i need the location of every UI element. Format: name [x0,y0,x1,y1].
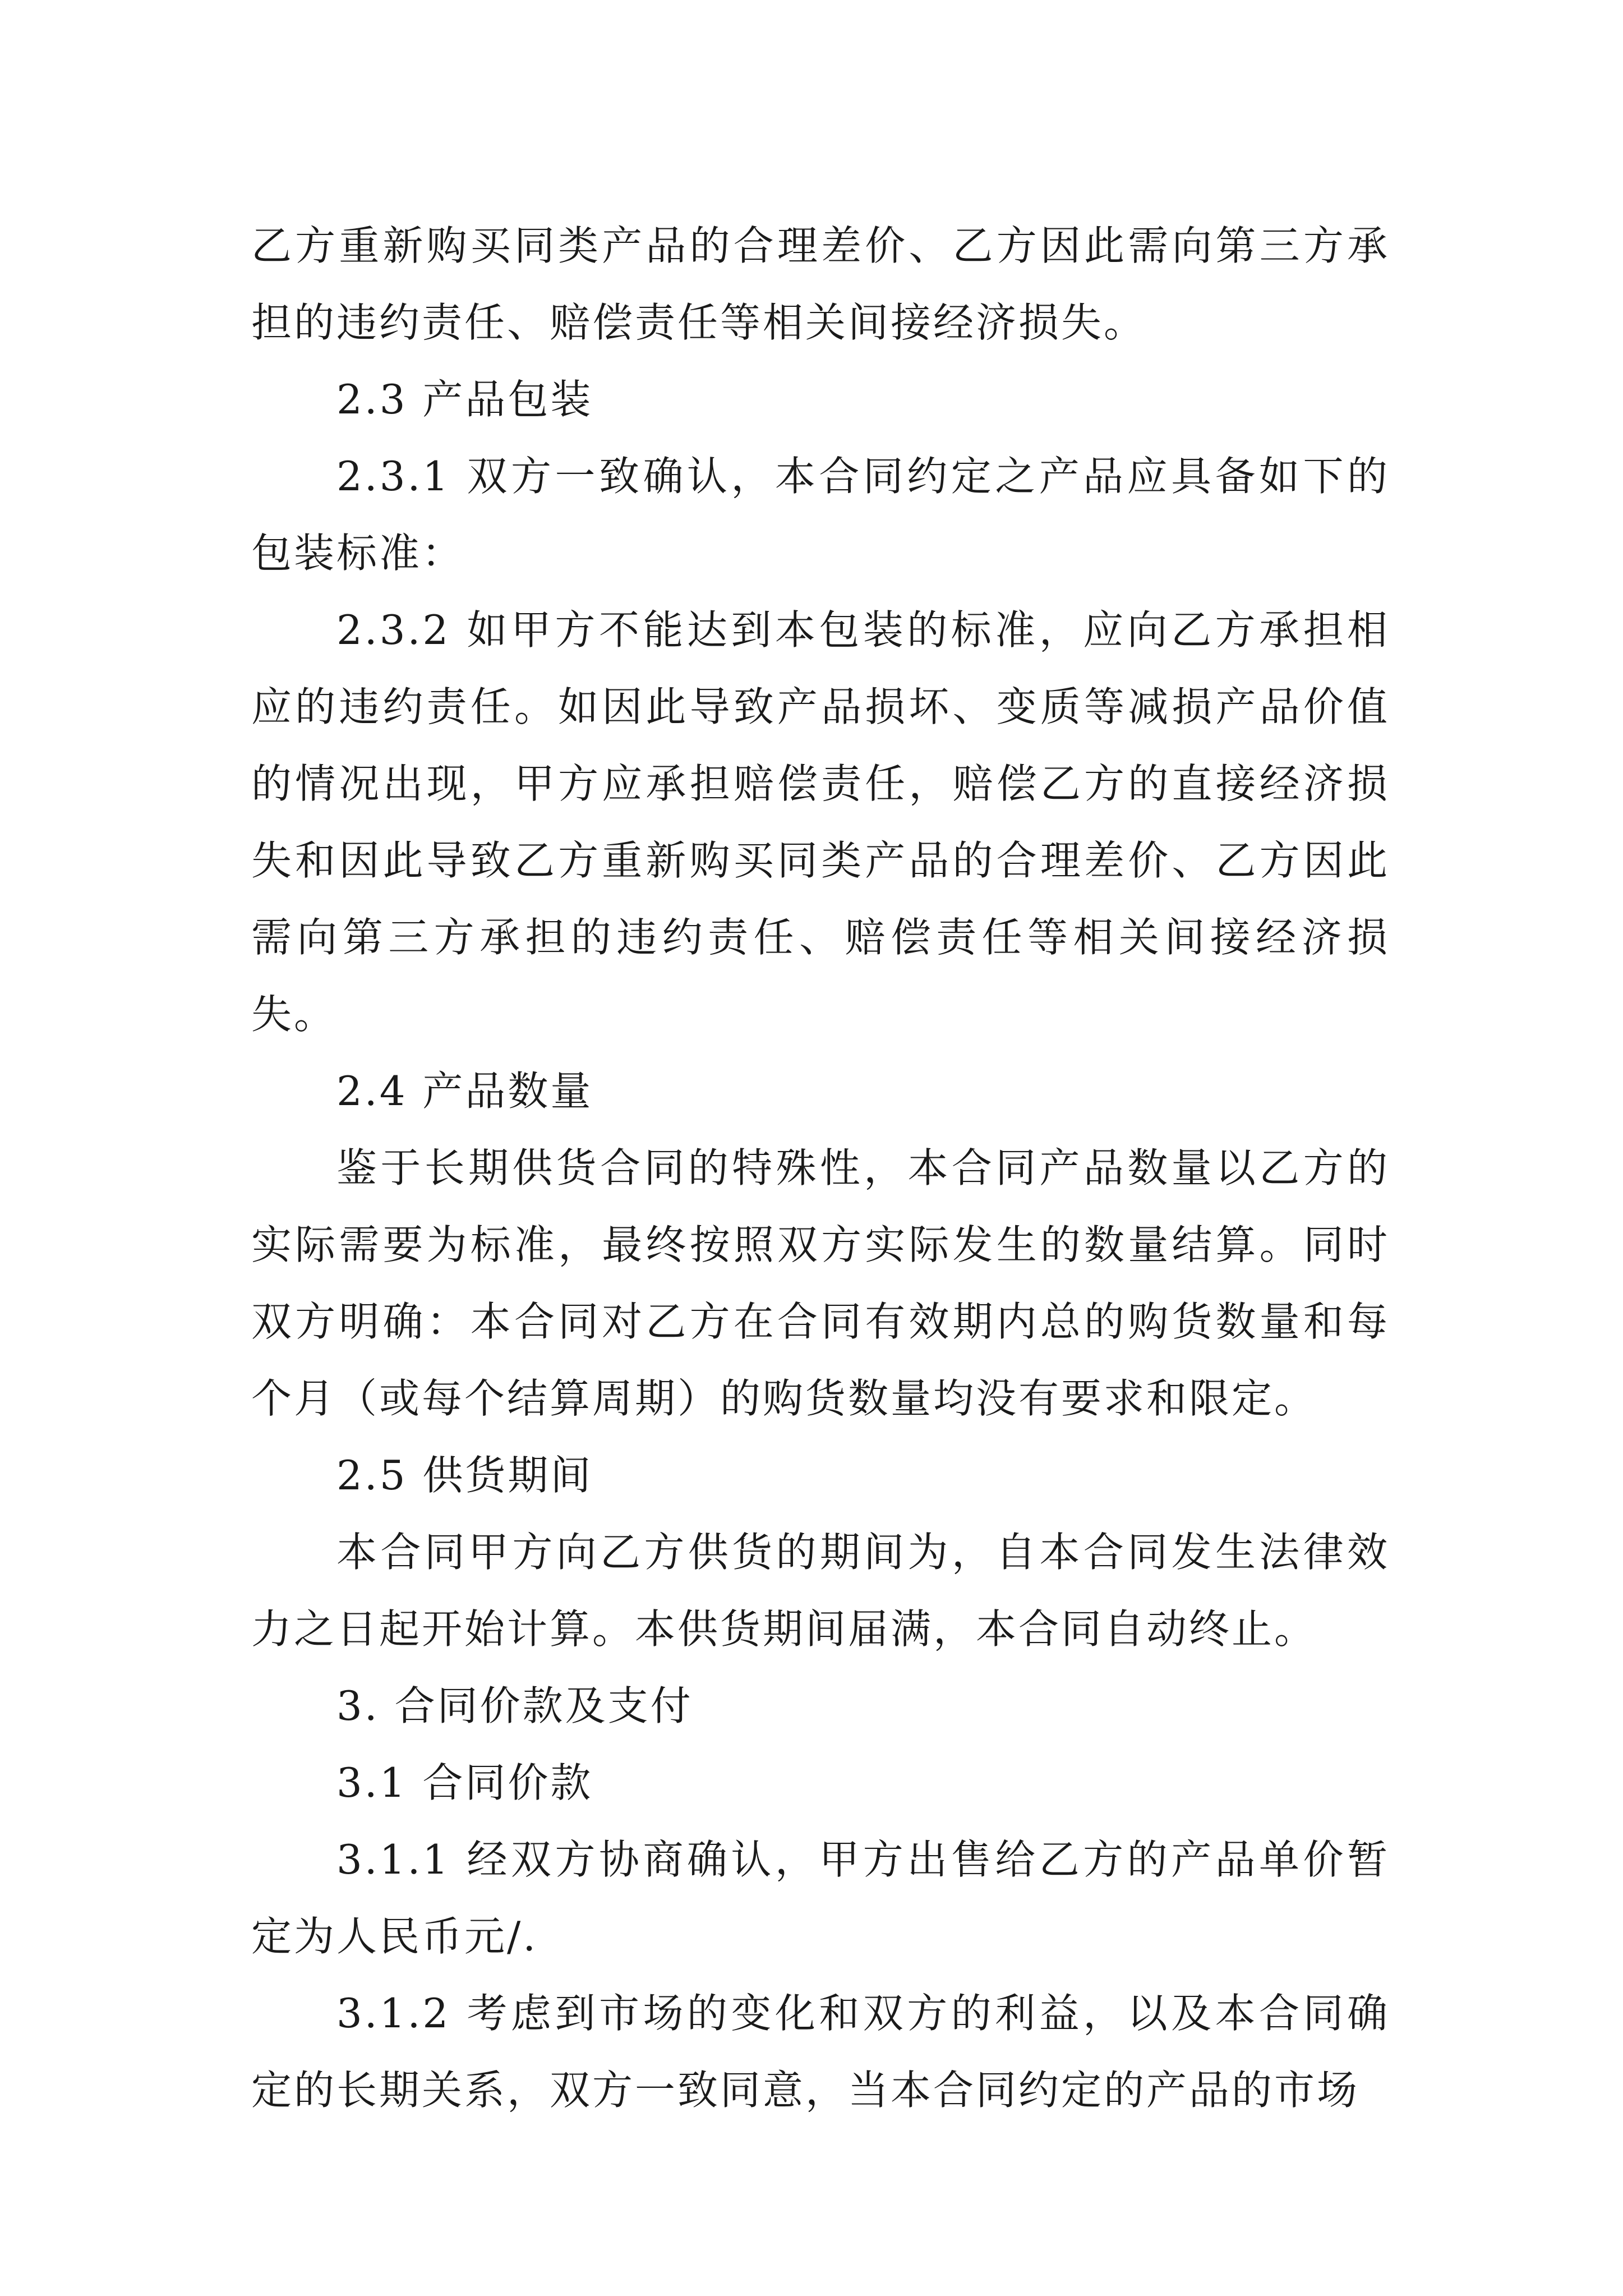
clause-3-1-1: 3.1.1 经双方协商确认，甲方出售给乙方的产品单价暂定为人民币元/. [251,1836,1390,1960]
clause-2-3-2: 2.3.2 如甲方不能达到本包装的标准，应向乙方承担相应的违约责任。如因此导致产品损坏、变质等减损产品价值的情况出现，甲方应承担赔偿责任，赔偿乙方的直接经济损失和因此导致乙方重新购买同类产品的合理差价、乙方因此需向第三方承担的违约责任、赔偿责任等相关间接经济损失。 [251,606,1390,1038]
paragraph-product-quantity: 鉴于长期供货合同的特殊性，本合同产品数量以乙方的实际需要为标准，最终按照双方实际发生的数量结算。同时双方明确：本合同对乙方在合同有效期内总的购货数量和每个月（或每个结算周期）的购货数量均没有要求和限定。 [251,1144,1390,1422]
clause-3-1-2: 3.1.2 考虑到市场的变化和双方的利益，以及本合同确定的长期关系，双方一致同意，当本合同约定的产品的市场 [251,1990,1390,2114]
section-heading-3-1: 3.1 合同价款 [336,1759,593,1806]
section-heading-3: 3. 合同价款及支付 [336,1682,693,1729]
section-heading-2-4: 2.4 产品数量 [336,1068,593,1115]
paragraph-supply-period: 本合同甲方向乙方供货的期间为，自本合同发生法律效力之日起开始计算。本供货期间届满，本合同自动终止。 [251,1529,1390,1653]
section-heading-2-5: 2.5 供货期间 [336,1452,593,1499]
document-body [251,208,1390,2129]
paragraph-continuation: 乙方重新购买同类产品的合理差价、乙方因此需向第三方承担的违约责任、赔偿责任等相关间接经济损失。 [251,222,1390,346]
section-heading-2-3: 2.3 产品包装 [336,376,593,423]
clause-2-3-1: 2.3.1 双方一致确认，本合同约定之产品应具备如下的包装标准： [251,453,1390,577]
